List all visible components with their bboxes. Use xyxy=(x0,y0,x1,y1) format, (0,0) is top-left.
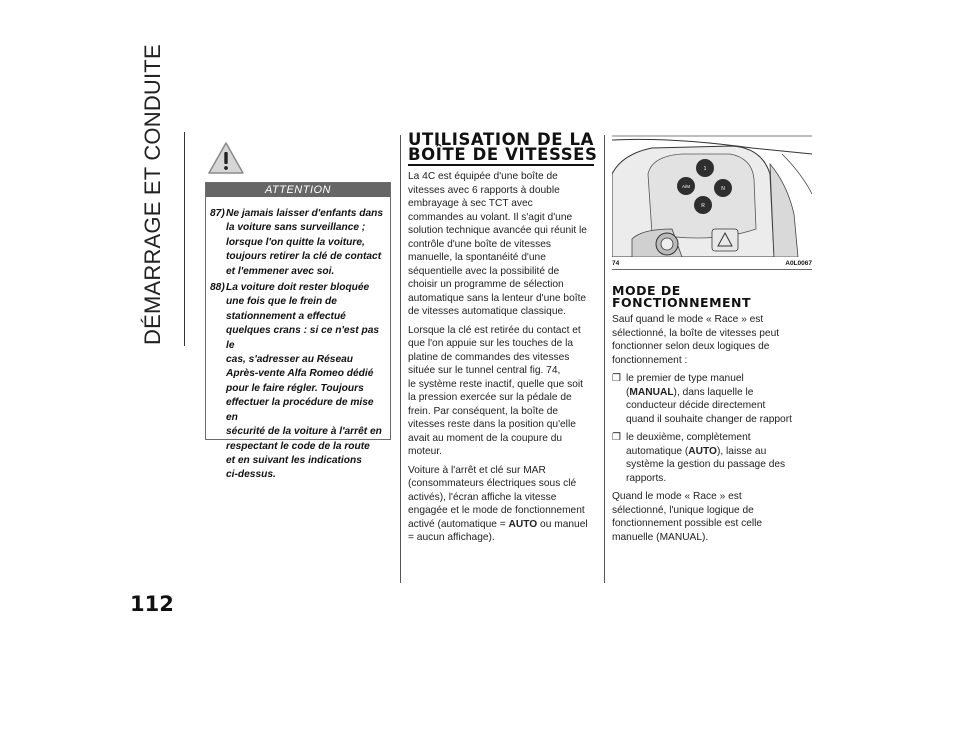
warning-line: la voiture sans surveillance ; xyxy=(226,222,366,234)
warning-line: ci-dessus. xyxy=(226,469,276,481)
figure-number: 74 xyxy=(612,260,620,267)
paragraph: La 4C est équipée d'une boîte de vitesses avec 6 rapports à double embrayage à sec TCT avec commandes au volant. Il s'agit d'une solution technique avancée qui réunit le contrôle d'une boîte de vitesses manuelle, la spontanéité d'une séquentielle avec la possibilité de choisir un programme de sélection automatique sans la lenteur d'une boîte de vitesses automatique classique. xyxy=(408,171,587,317)
heading-line: BOÎTE DE VITESSES xyxy=(408,145,598,164)
warning-line: Ne jamais laisser d'enfants dans xyxy=(226,208,384,219)
figure-code: A0L0067 xyxy=(785,260,812,267)
warning-line: respectant le code de la route xyxy=(226,440,370,452)
gear-button-am xyxy=(677,177,695,195)
warning-item-number: 87) xyxy=(210,208,225,219)
bullet-item-auto: ❐ le deuxième, complètement automatique (AUTO), laisse au système la gestion du passage des rapports. xyxy=(612,432,786,484)
operating-mode-body xyxy=(612,313,800,549)
warning-line: cas, s'adresser au Réseau xyxy=(226,354,354,366)
column-divider-right xyxy=(604,135,605,583)
chapter-title-rule xyxy=(184,132,185,346)
heading-line: UTILISATION DE LA xyxy=(408,130,594,149)
figure-rule xyxy=(612,269,812,270)
warning-item-number: 88) xyxy=(210,282,225,294)
warning-line: effectuer la procédure de mise en xyxy=(226,397,374,423)
warning-line: La voiture doit rester bloquée xyxy=(226,282,370,294)
gear-button-n xyxy=(714,179,732,197)
gear-button-r xyxy=(694,196,712,214)
paragraph: Lorsque la clé est retirée du contact et que l'on appuie sur les touches de la platine de commandes des vitesses située sur le tunnel central fig. 74, le système reste inactif, quelle que soit la pression exercée sur la pédale de frein. Par conséquent, la boîte de vitesses reste dans la position qu'elle avait au moment de la coupure du moteur. xyxy=(408,324,583,457)
paragraph: Quand le mode « Race » est sélectionné, l'unique logique de fonctionnement possible est celle manuelle (MANUAL). xyxy=(612,491,763,543)
svg-text:N: N xyxy=(721,186,725,192)
warning-line: Après-vente Alfa Romeo dédié xyxy=(226,368,374,380)
section-heading-operating-mode xyxy=(612,285,812,309)
warning-line: lorsque l'on quitte la voiture, xyxy=(226,236,365,248)
warning-item xyxy=(210,207,384,279)
heading-underline xyxy=(408,164,594,166)
svg-text:R: R xyxy=(701,203,705,209)
paragraph: Sauf quand le mode « Race » est sélectionné, la boîte de vitesses peut fonctionner selon deux logiques de fonctionnement : xyxy=(612,314,780,366)
page-number: 112 xyxy=(130,592,174,616)
paragraph: Voiture à l'arrêt et clé sur MAR (consommateurs électriques sous clé activés), l'écran affiche la vitesse engagée et le mode de fonctionnement activé (automatique = AUTO ou manuel = aucun affichage). xyxy=(408,464,588,543)
warning-line: quelques crans : si ce n'est pas le xyxy=(226,325,380,351)
warning-line: une fois que le frein de xyxy=(226,296,337,308)
heading-line: FONCTIONNEMENT xyxy=(612,295,752,310)
gear-button-1 xyxy=(696,159,714,177)
warning-item xyxy=(210,281,384,483)
warning-line: sécurité de la voiture à l'arrêt en xyxy=(226,426,382,438)
auto-mode-label: AUTO xyxy=(508,518,538,530)
heading-line: MODE DE xyxy=(612,283,681,298)
svg-text:A/M: A/M xyxy=(681,184,691,189)
warning-list xyxy=(206,197,390,483)
warning-box xyxy=(205,182,391,481)
warning-line: et l'emmener avec soi. xyxy=(226,265,335,277)
gearbox-body xyxy=(408,170,598,550)
chapter-title: DÉMARRAGE ET CONDUITE xyxy=(140,44,165,345)
auto-mode-label: AUTO xyxy=(688,445,717,457)
warning-line: stationnement a effectué xyxy=(226,310,346,322)
section-heading-gearbox xyxy=(408,132,598,162)
warning-line: toujours retirer la clé de contact xyxy=(226,251,382,263)
warning-line: pour le faire régler. Toujours xyxy=(226,382,364,394)
checkbox-bullet-icon: ❐ xyxy=(612,373,622,384)
checkbox-bullet-icon: ❐ xyxy=(612,432,622,443)
manual-mode-label: MANUAL xyxy=(629,386,674,398)
warning-header: ATTENTION xyxy=(206,183,390,197)
warning-line: et en suivant les indications xyxy=(226,454,362,466)
gear-selector-figure xyxy=(612,134,812,257)
bullet-item-manual: ❐ le premier de type manuel (MANUAL), dans laquelle le conducteur décide directement quand il souhaite changer de rapport xyxy=(612,373,792,425)
warning-triangle-icon xyxy=(207,141,245,175)
svg-text:1: 1 xyxy=(703,166,707,172)
column-divider-left xyxy=(400,135,401,583)
